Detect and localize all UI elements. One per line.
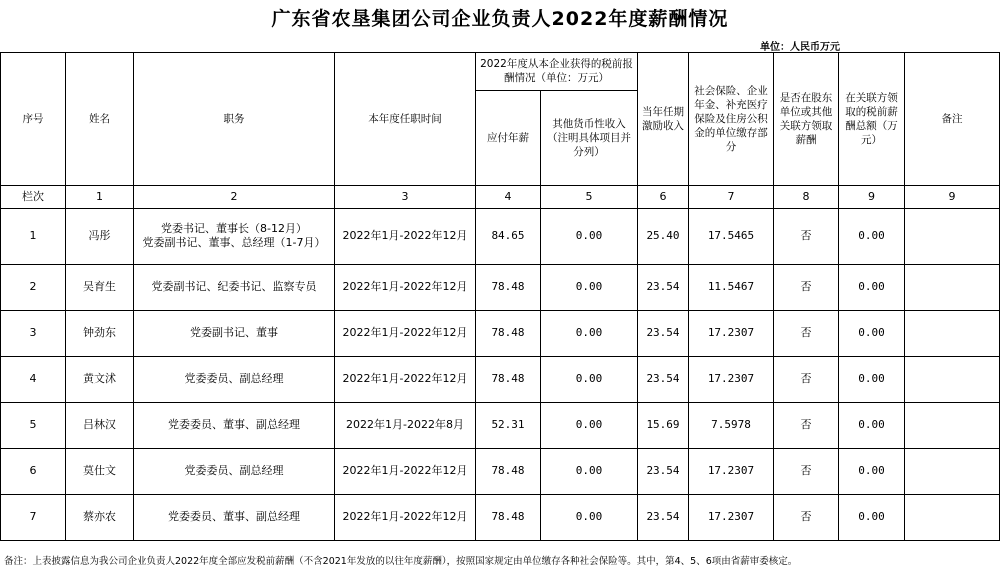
position-line: 党委委员、副总经理 [184,372,284,385]
cell-tenure: 2022年1月-2022年12月 [335,494,476,540]
cell-social-insurance: 11.5467 [689,264,774,310]
table-row [1,402,1000,448]
cell-name: 黄文沭 [66,356,134,402]
column-index: 7 [689,185,774,208]
header-related-pay: 在关联方领取的税前薪酬总额（万元） [839,52,905,185]
cell-tenure: 2022年1月-2022年12月 [335,356,476,402]
column-index: 4 [476,185,541,208]
column-index: 6 [638,185,689,208]
header-remark: 备注 [905,52,1000,185]
cell-position [134,448,335,494]
position-line: 党委委员、董事、副总经理 [168,418,300,431]
footnote: 备注：上表披露信息为我公司企业负责人2022年度全部应发税前薪酬（不含2021年发放的以往年度薪酬），按照国家规定由单位缴存各种社会保险等。其中，第4、5、6项由省薪审委核定。 [4,556,798,567]
header-salary: 应付年薪 [476,90,541,185]
cell-salary: 84.65 [476,208,541,264]
cell-shareholder-pay: 否 [774,208,839,264]
cell-shareholder-pay: 否 [774,402,839,448]
cell-tenure: 2022年1月-2022年8月 [335,402,476,448]
cell-shareholder-pay: 否 [774,448,839,494]
cell-seq: 4 [1,356,66,402]
cell-remark [905,402,1000,448]
position-line: 党委书记、董事长（8-12月） [161,222,307,235]
cell-social-insurance: 17.2307 [689,448,774,494]
column-index: 2 [134,185,335,208]
header-other-income: 其他货币性收入（注明具体项目并分列） [541,90,638,185]
cell-name: 钟劲东 [66,310,134,356]
cell-incentive: 23.54 [638,448,689,494]
cell-name: 吴育生 [66,264,134,310]
cell-shareholder-pay: 否 [774,494,839,540]
header-name: 姓名 [66,52,134,185]
cell-seq: 6 [1,448,66,494]
table-row [1,208,1000,264]
header-incentive: 当年任期激励收入 [638,52,689,185]
cell-seq: 2 [1,264,66,310]
column-index: 8 [774,185,839,208]
header-pretax-group: 2022年度从本企业获得的税前报酬情况（单位：万元） [476,52,638,90]
cell-remark [905,448,1000,494]
cell-related-pay: 0.00 [839,356,905,402]
cell-position [134,356,335,402]
cell-incentive: 23.54 [638,494,689,540]
cell-salary: 52.31 [476,402,541,448]
position-line: 党委副书记、董事 [190,326,278,339]
cell-related-pay: 0.00 [839,448,905,494]
cell-salary: 78.48 [476,448,541,494]
position-line: 党委副书记、纪委书记、监察专员 [151,280,317,293]
cell-name: 吕林汉 [66,402,134,448]
cell-name: 蔡亦农 [66,494,134,540]
column-index: 1 [66,185,134,208]
cell-tenure: 2022年1月-2022年12月 [335,264,476,310]
column-index-label: 栏次 [1,185,66,208]
cell-other-income: 0.00 [541,448,638,494]
unit-label: 单位：人民币万元 [760,42,840,53]
cell-position [134,402,335,448]
cell-other-income: 0.00 [541,310,638,356]
cell-position [134,494,335,540]
cell-tenure: 2022年1月-2022年12月 [335,208,476,264]
header-position: 职务 [134,52,335,185]
header-shareholder-pay: 是否在股东单位或其他关联方领取薪酬 [774,52,839,185]
cell-other-income: 0.00 [541,208,638,264]
header-social-insurance: 社会保险、企业年金、补充医疗保险及住房公积金的单位缴存部分 [689,52,774,185]
position-line: 党委副书记、董事、总经理（1-7月） [142,236,326,249]
cell-seq: 7 [1,494,66,540]
cell-remark [905,264,1000,310]
table-row [1,356,1000,402]
cell-other-income: 0.00 [541,494,638,540]
cell-seq: 3 [1,310,66,356]
cell-social-insurance: 17.5465 [689,208,774,264]
cell-shareholder-pay: 否 [774,264,839,310]
cell-incentive: 23.54 [638,310,689,356]
column-index-row [1,185,1000,208]
cell-name: 冯彤 [66,208,134,264]
cell-salary: 78.48 [476,264,541,310]
cell-remark [905,208,1000,264]
column-index: 5 [541,185,638,208]
cell-social-insurance: 17.2307 [689,356,774,402]
cell-incentive: 23.54 [638,356,689,402]
cell-incentive: 15.69 [638,402,689,448]
cell-seq: 5 [1,402,66,448]
cell-remark [905,310,1000,356]
cell-name: 莫仕文 [66,448,134,494]
cell-seq: 1 [1,208,66,264]
position-line: 党委委员、副总经理 [184,464,284,477]
cell-other-income: 0.00 [541,356,638,402]
cell-remark [905,494,1000,540]
cell-related-pay: 0.00 [839,208,905,264]
column-index: 9 [905,185,1000,208]
cell-position [134,208,335,264]
cell-salary: 78.48 [476,356,541,402]
cell-social-insurance: 17.2307 [689,494,774,540]
cell-position [134,310,335,356]
cell-other-income: 0.00 [541,402,638,448]
cell-salary: 78.48 [476,494,541,540]
cell-social-insurance: 7.5978 [689,402,774,448]
position-line: 党委委员、董事、副总经理 [168,510,300,523]
cell-position [134,264,335,310]
cell-social-insurance: 17.2307 [689,310,774,356]
column-index: 9 [839,185,905,208]
table-row [1,310,1000,356]
cell-salary: 78.48 [476,310,541,356]
table-row [1,448,1000,494]
column-index: 3 [335,185,476,208]
cell-incentive: 25.40 [638,208,689,264]
cell-tenure: 2022年1月-2022年12月 [335,310,476,356]
cell-related-pay: 0.00 [839,402,905,448]
cell-incentive: 23.54 [638,264,689,310]
header-seq: 序号 [1,52,66,185]
cell-shareholder-pay: 否 [774,310,839,356]
cell-tenure: 2022年1月-2022年12月 [335,448,476,494]
cell-related-pay: 0.00 [839,310,905,356]
cell-related-pay: 0.00 [839,264,905,310]
table-row [1,494,1000,540]
header-tenure: 本年度任职时间 [335,52,476,185]
cell-shareholder-pay: 否 [774,356,839,402]
cell-remark [905,356,1000,402]
cell-related-pay: 0.00 [839,494,905,540]
cell-other-income: 0.00 [541,264,638,310]
page-title: 广东省农垦集团公司企业负责人2022年度薪酬情况 [271,8,729,30]
table-row [1,264,1000,310]
